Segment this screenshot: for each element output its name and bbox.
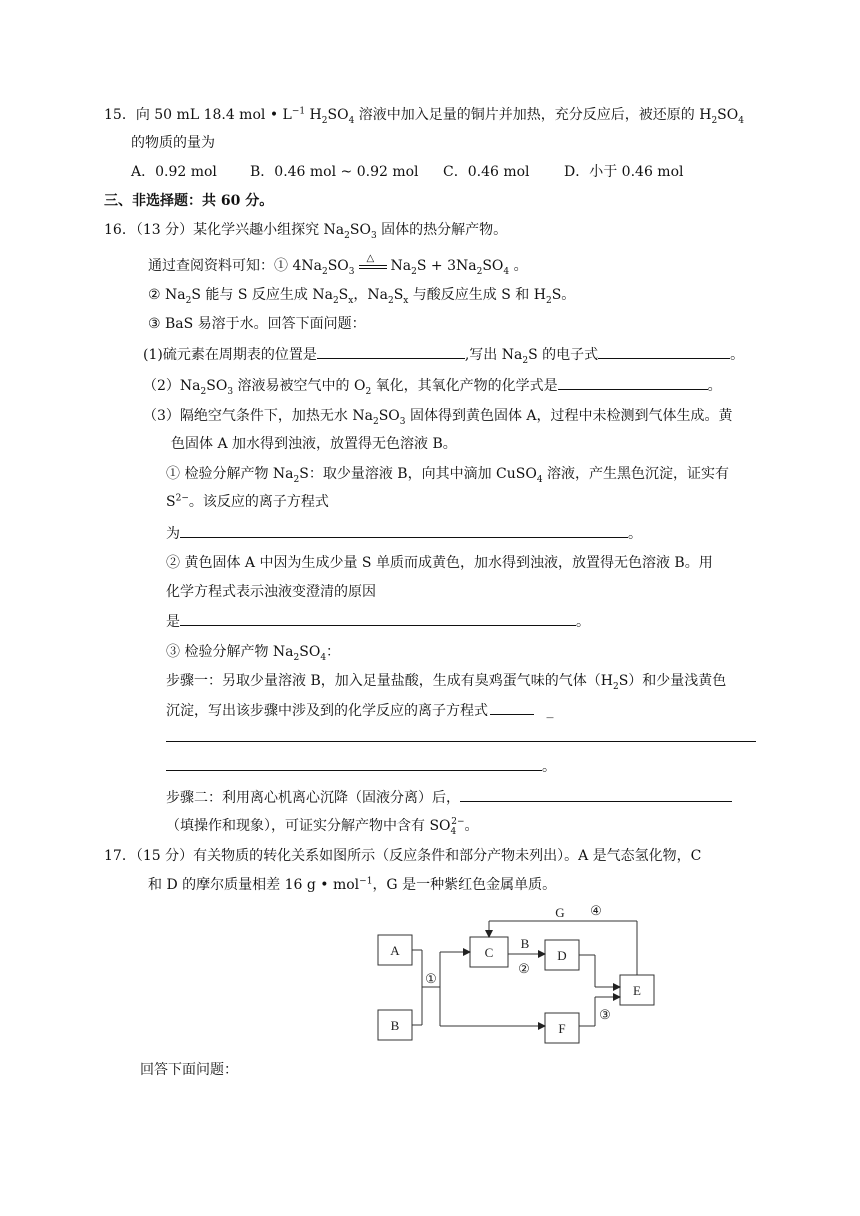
node-b-label: B bbox=[390, 1018, 400, 1033]
q16-text: （2）Na bbox=[143, 378, 201, 394]
q16-text: S + 3Na bbox=[416, 258, 477, 274]
q16-sub: 2 bbox=[545, 295, 552, 306]
q17-sup: −1 bbox=[359, 876, 373, 887]
answer-blank-line[interactable] bbox=[166, 727, 756, 742]
q17-line2 bbox=[148, 875, 556, 895]
q16-sup: 2− bbox=[451, 817, 465, 828]
q16-step2-line1 bbox=[166, 787, 732, 808]
q16-text: 步骤二：利用离心机离心沉降（固液分离）后， bbox=[166, 790, 460, 806]
q16-text: SO bbox=[327, 258, 349, 274]
q16-text: 固体的热分解产物。 bbox=[376, 222, 508, 238]
q16-text: 氧化，其氧化产物的化学式是 bbox=[371, 378, 558, 394]
q16-text: ，Na bbox=[353, 287, 388, 303]
q16-sub: 2 bbox=[332, 295, 339, 306]
q16-sub: 2 bbox=[185, 295, 192, 306]
node-a-label: A bbox=[390, 943, 400, 958]
q16-sub1-line2 bbox=[166, 492, 329, 512]
q16-part2 bbox=[143, 375, 722, 396]
q17-answer-prompt: 回答下面问题： bbox=[140, 1062, 238, 1078]
q16-sub: x bbox=[348, 295, 354, 306]
q16-step1-line2 bbox=[166, 700, 553, 721]
q15-option-d: D．小于 0.46 mol bbox=[564, 164, 684, 180]
q16-text: _ bbox=[546, 703, 554, 719]
answer-blank[interactable] bbox=[180, 523, 628, 538]
q16-text: SO bbox=[349, 222, 371, 238]
section-heading: 三、非选择题：共 60 分。 bbox=[104, 193, 274, 209]
q16-text: SO bbox=[299, 644, 321, 660]
step-3-label: ③ bbox=[599, 1007, 611, 1022]
step-4-label: ④ bbox=[590, 903, 602, 918]
q15-line2: 的物质的量为 bbox=[131, 135, 215, 151]
node-d-label: D bbox=[557, 948, 567, 963]
q16-sub: 2 bbox=[200, 386, 207, 397]
q16-text: 溶液，产生黑色沉淀，证实有 bbox=[542, 466, 729, 482]
step-2-label: ② bbox=[518, 961, 530, 976]
q16-sub3 bbox=[166, 642, 340, 662]
q16-text: (1)硫元素在周期表的位置是 bbox=[143, 347, 317, 363]
edge-b-label: B bbox=[520, 936, 530, 951]
q16-sub1-line1 bbox=[166, 464, 729, 484]
q17-text: （15 分）有关物质的转化关系如图所示（反应条件和部分产物未列出）。A 是气态氢化物，C bbox=[135, 848, 702, 864]
q16-text: S 能与 S 反应生成 Na bbox=[191, 287, 333, 303]
node-e-label: E bbox=[633, 983, 641, 998]
q15-sub: 4 bbox=[348, 115, 355, 126]
q16-sub: 2 bbox=[293, 474, 300, 485]
q16-text: S bbox=[166, 494, 176, 510]
q16-ref3: ③ BaS 易溶于水。回答下面问题： bbox=[148, 316, 366, 332]
q16-sub: 3 bbox=[348, 266, 355, 277]
q16-sub: 4 bbox=[320, 652, 327, 663]
answer-blank[interactable] bbox=[460, 787, 732, 802]
q16-text: 与酸反应生成 S 和 H bbox=[408, 287, 546, 303]
q16-sub: 2 bbox=[612, 681, 619, 692]
conversion-diagram bbox=[370, 902, 670, 1052]
answer-blank[interactable] bbox=[166, 756, 542, 771]
q16-sub1-line3 bbox=[166, 523, 642, 544]
q16-sub: 2 bbox=[365, 386, 372, 397]
q16-text: 。 bbox=[509, 258, 528, 274]
q16-step2-line2 bbox=[166, 816, 479, 836]
q16-sub2-line2: 化学方程式表示浊液变澄清的原因 bbox=[166, 584, 376, 600]
q16-text: S。 bbox=[551, 287, 576, 303]
q16-step1-line1 bbox=[166, 671, 726, 691]
q15-text: H bbox=[305, 107, 322, 123]
answer-blank[interactable] bbox=[558, 375, 708, 390]
node-c-label: C bbox=[484, 945, 494, 960]
answer-blank[interactable] bbox=[598, 344, 730, 359]
q16-sub2-line3 bbox=[166, 611, 590, 632]
q16-sub: 2 bbox=[476, 266, 483, 277]
q16-text: 。 bbox=[576, 614, 590, 630]
q16-text: ① 检验分解产物 Na bbox=[166, 466, 294, 482]
q16-part1 bbox=[143, 344, 744, 365]
q16-sub: 3 bbox=[370, 230, 377, 241]
q16-number: 16． bbox=[104, 222, 136, 238]
q16-text: S bbox=[393, 287, 404, 303]
q16-text: SO bbox=[482, 258, 504, 274]
q16-text: 。 bbox=[542, 759, 556, 775]
q16-sub: 2 bbox=[344, 230, 350, 241]
q16-sub: 2 bbox=[522, 355, 529, 366]
q15-text: SO bbox=[327, 107, 349, 123]
q16-text: 。 bbox=[628, 526, 642, 542]
q17-line1 bbox=[104, 846, 701, 866]
q16-sub: 2 bbox=[387, 295, 394, 306]
q16-text: ,写出 Na bbox=[464, 347, 523, 363]
q17-number: 17． bbox=[104, 848, 136, 864]
node-f-label: F bbox=[558, 1021, 566, 1036]
q17-text: ，G 是一种紫红色金属单质。 bbox=[372, 877, 557, 893]
step-1-label: ① bbox=[425, 971, 437, 986]
q16-part3-line1 bbox=[143, 406, 733, 426]
q16-text: ② Na bbox=[148, 287, 186, 303]
q16-text: S：取少量溶液 B，向其中滴加 CuSO bbox=[299, 466, 537, 482]
q16-text: 。 bbox=[707, 378, 722, 394]
q16-sub: 3 bbox=[227, 386, 234, 397]
q16-sub: 2 bbox=[293, 652, 300, 663]
edge-g-label: G bbox=[555, 905, 565, 920]
q16-sub: 2 bbox=[321, 266, 328, 277]
q16-text: SO bbox=[378, 408, 400, 424]
q16-sub: 4 bbox=[536, 474, 543, 485]
q16-text: ③ 检验分解产物 Na bbox=[166, 644, 294, 660]
q15-number: 15． bbox=[104, 107, 136, 123]
q15-text: 溶液中加入足量的铜片并加热，充分反应后，被还原的 H bbox=[354, 107, 712, 123]
q16-step1-line4 bbox=[166, 756, 556, 777]
q15-line1 bbox=[104, 105, 744, 125]
q15-sub: 2 bbox=[711, 115, 718, 126]
q15-sub: 4 bbox=[738, 115, 744, 126]
q16-text: 固体得到黄色固体 A，过程中未检测到气体生成。黄 bbox=[405, 408, 733, 424]
q15-sub: 2 bbox=[321, 115, 328, 126]
q16-text: 为 bbox=[166, 526, 180, 542]
q16-text: 步骤一：另取少量溶液 B，加入足量盐酸，生成有臭鸡蛋气味的气体（H bbox=[166, 673, 613, 689]
q15-sup: −1 bbox=[291, 106, 306, 117]
q16-text: （13 分）某化学兴趣小组探究 Na bbox=[135, 222, 345, 238]
q16-text: 。 bbox=[464, 818, 479, 834]
q16-text: S bbox=[338, 287, 349, 303]
q16-text: （3）隔绝空气条件下，加热无水 Na bbox=[143, 408, 373, 424]
q16-sub: 3 bbox=[399, 416, 406, 427]
q16-text: 。 bbox=[730, 347, 745, 363]
q16-text: S 的电子式 bbox=[528, 347, 599, 363]
answer-blank[interactable] bbox=[490, 700, 534, 715]
delta-icon: △ bbox=[366, 253, 375, 264]
q16-part3-line2: 色固体 A 加水得到浊液，放置得无色溶液 B。 bbox=[171, 436, 457, 452]
q16-sub: x bbox=[403, 295, 409, 306]
q16-sub: 4 bbox=[503, 266, 510, 277]
q15-option-a: A．0.92 mol bbox=[131, 164, 217, 180]
q16-text: Na bbox=[390, 258, 412, 274]
q16-text: ： bbox=[326, 644, 341, 660]
q16-text: 是 bbox=[166, 614, 180, 630]
q16-text: SO bbox=[206, 378, 228, 394]
q16-text: 通过查阅资料可知：① 4Na bbox=[148, 258, 322, 274]
q16-text: 。该反应的离子方程式 bbox=[188, 494, 329, 510]
q15-text: 向 50 mL 18.4 mol • L bbox=[135, 107, 292, 123]
q15-option-b: B．0.46 mol ~ 0.92 mol bbox=[250, 164, 419, 180]
q16-sup: 2− bbox=[175, 493, 189, 504]
q16-text: （填操作和现象），可证实分解产物中含有 SO bbox=[166, 818, 451, 834]
answer-blank[interactable] bbox=[180, 611, 576, 626]
q17-text: 和 D 的摩尔质量相差 16 g • mol bbox=[148, 877, 360, 893]
q16-sub: 2 bbox=[372, 416, 379, 427]
q16-text: 沉淀，写出该步骤中涉及到的化学反应的离子方程式 bbox=[166, 703, 488, 719]
q16-sub: 2 bbox=[411, 266, 417, 277]
q16-intro bbox=[104, 220, 507, 240]
q15-option-c: C．0.46 mol bbox=[443, 164, 530, 180]
q16-sub: 4 bbox=[450, 826, 457, 837]
q16-text: 溶液易被空气中的 O bbox=[233, 378, 366, 394]
q15-text: SO bbox=[717, 107, 739, 123]
q16-sub2-line1: ② 黄色固体 A 中因为生成少量 S 单质而成黄色，加水得到浊液，放置得无色溶液 B。用 bbox=[166, 555, 713, 571]
q16-ref1 bbox=[148, 253, 528, 277]
q16-text: S）和少量浅黄色 bbox=[618, 673, 727, 689]
heating-condition-arrow bbox=[359, 253, 387, 272]
answer-blank[interactable] bbox=[317, 344, 465, 359]
q16-ref2 bbox=[148, 285, 575, 305]
